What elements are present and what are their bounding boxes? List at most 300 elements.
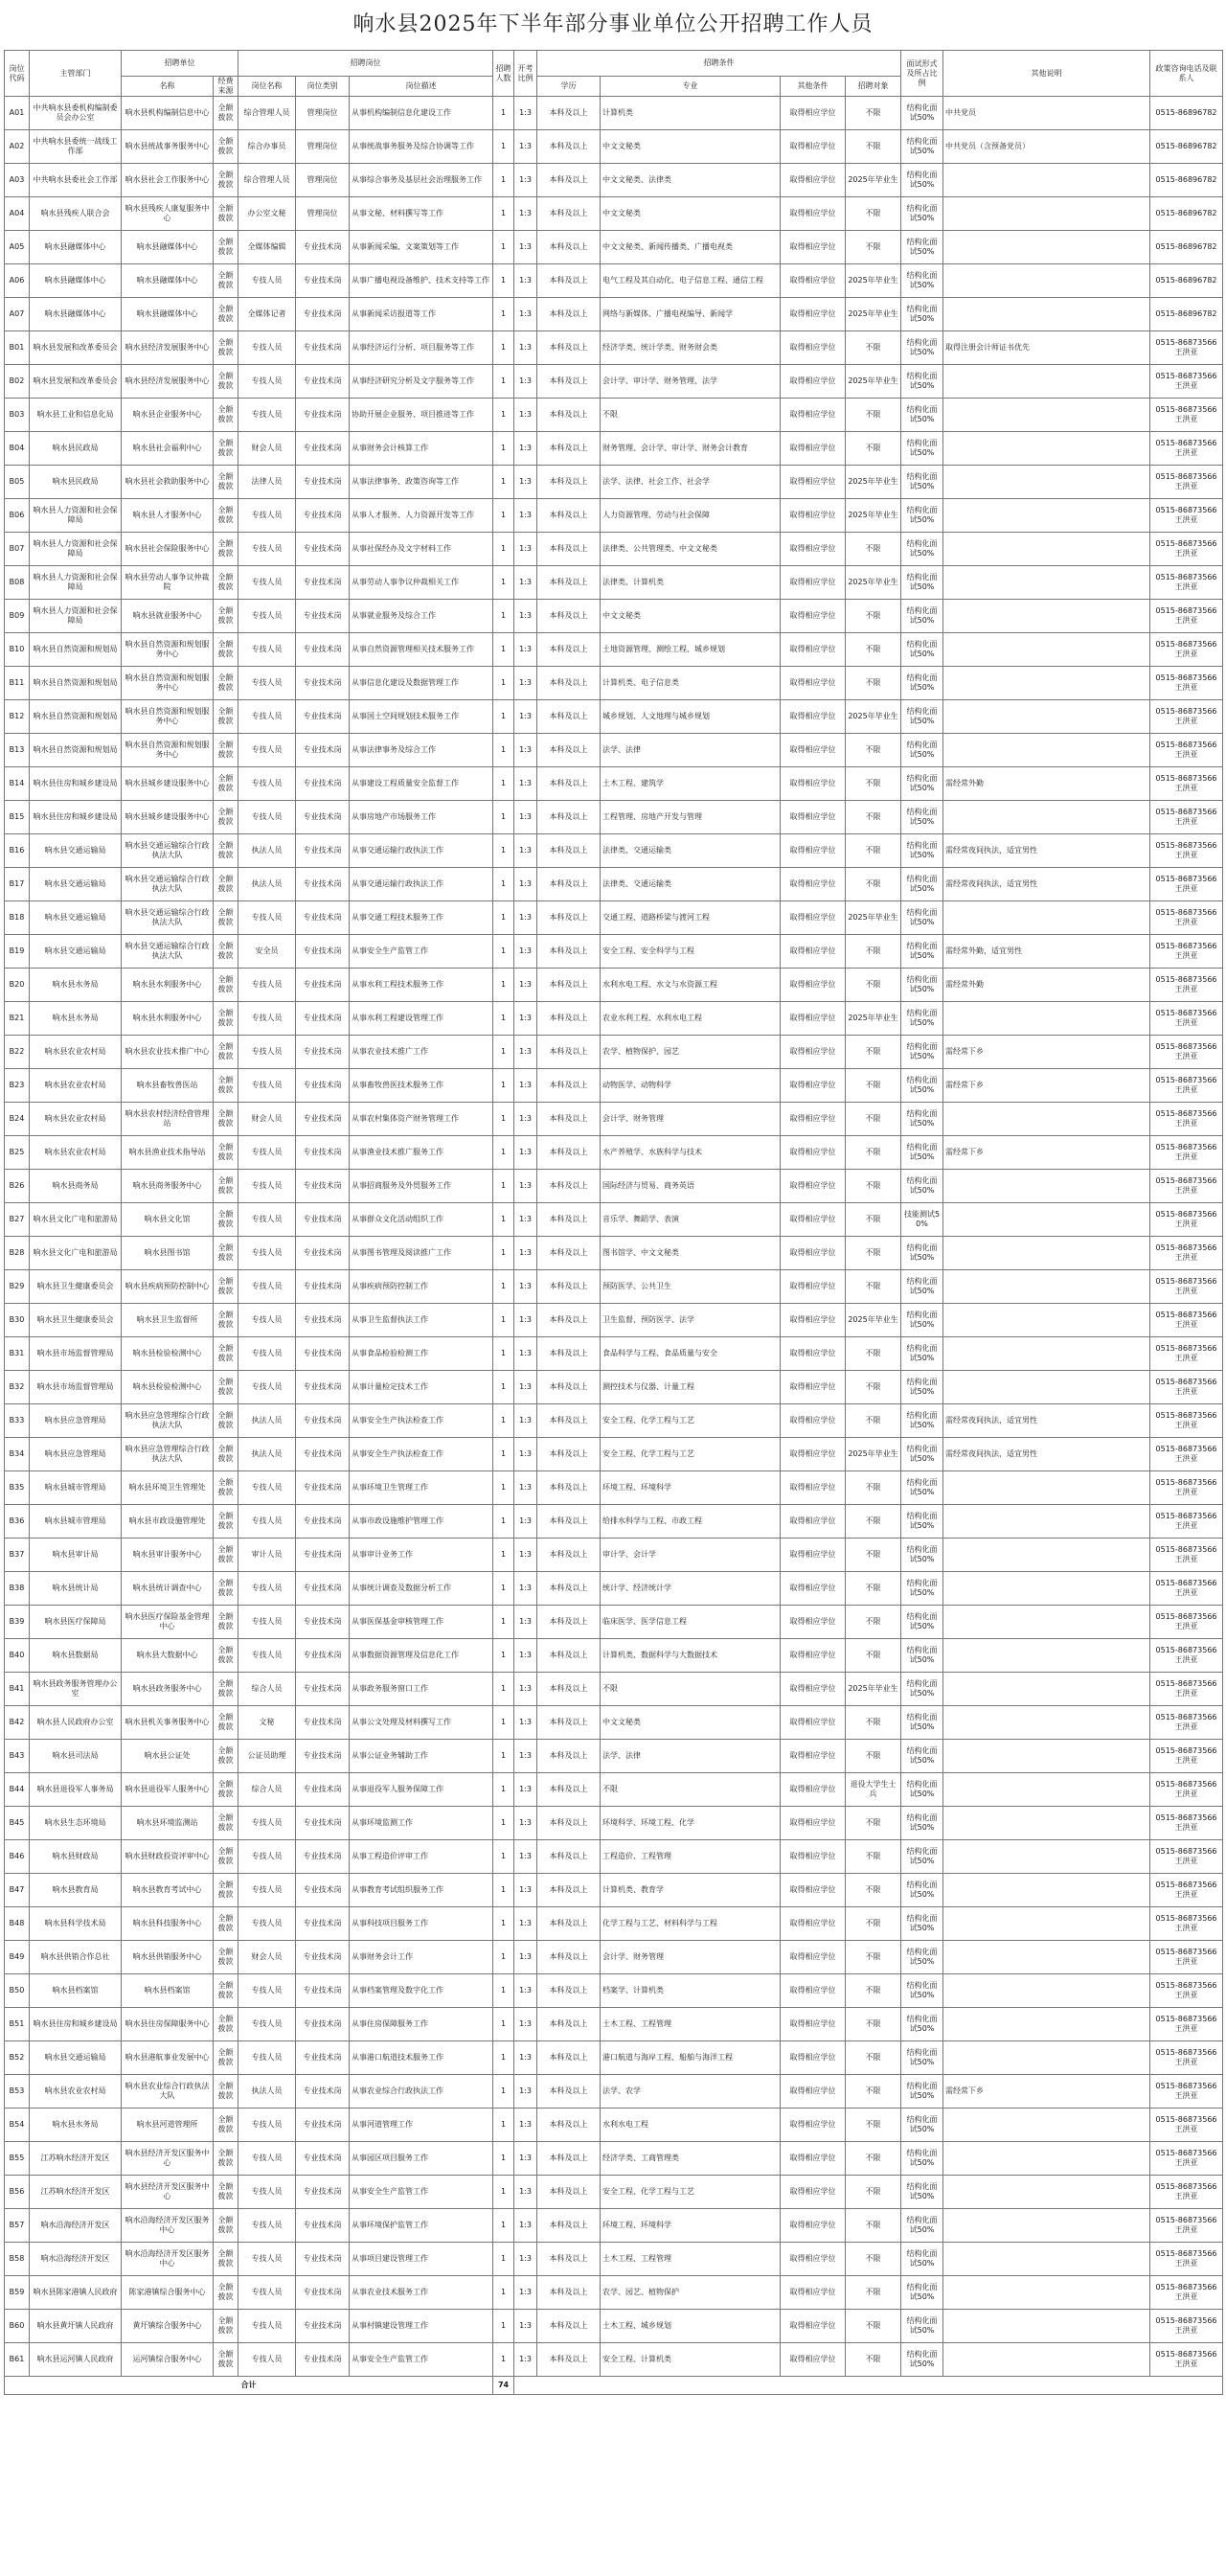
cell-post: 专技人员 [238,2209,296,2243]
table-row [5,2109,1223,2142]
cell-desc: 从事工程造价评审工作 [350,1840,493,1874]
cell-post: 专技人员 [238,264,296,298]
cell-num: 1 [493,2243,514,2276]
cell-notes [943,2343,1150,2377]
cell-ptype: 专业技术岗 [296,2109,350,2142]
cell-code: B43 [5,1740,30,1773]
cell-desc: 从事项目建设管理工作 [350,2243,493,2276]
cell-other: 取得相应学位 [781,1237,846,1270]
cell-exam: 结构化面试50% [901,164,943,197]
cell-dept: 响水县商务局 [30,1170,122,1203]
cell-desc: 从事住房保障服务工作 [350,2008,493,2041]
cell-contact: 0515-86873566 王洪亚 [1150,1639,1223,1673]
cell-contact: 0515-86873566 王洪亚 [1150,1136,1223,1170]
cell-notes: 需经常下乡 [943,1136,1150,1170]
total-row [5,2377,1223,2395]
cell-num: 1 [493,1773,514,1807]
cell-code: B40 [5,1639,30,1673]
cell-ratio: 1:3 [514,1874,537,1907]
cell-unit: 响水县卫生监督所 [122,1304,214,1337]
cell-post: 专技人员 [238,1840,296,1874]
cell-ratio: 1:3 [514,1572,537,1606]
cell-target: 不限 [846,1941,901,1974]
cell-target: 不限 [846,734,901,767]
cell-exam: 结构化面试50% [901,1639,943,1673]
header-num: 招聘人数 [493,51,514,97]
cell-major: 法学、法律 [601,734,781,767]
table-row [5,801,1223,834]
cell-target: 不限 [846,1337,901,1371]
cell-major: 土地资源管理、测绘工程、城乡规划 [601,633,781,667]
cell-ratio: 1:3 [514,1404,537,1438]
cell-target: 不限 [846,1371,901,1404]
cell-major: 统计学、经济统计学 [601,1572,781,1606]
cell-num: 1 [493,197,514,231]
cell-num: 1 [493,1337,514,1371]
cell-code: B48 [5,1907,30,1941]
cell-unit: 响水县渔业技术指导站 [122,1136,214,1170]
cell-code: B25 [5,1136,30,1170]
cell-other: 取得相应学位 [781,667,846,700]
table-row [5,1907,1223,1941]
cell-ratio: 1:3 [514,600,537,633]
cell-target: 2025年毕业生 [846,566,901,600]
cell-num: 1 [493,1270,514,1304]
cell-desc: 从事园区项目服务工作 [350,2142,493,2176]
cell-dept: 响水县水务局 [30,1002,122,1036]
cell-num: 1 [493,801,514,834]
cell-num: 1 [493,2176,514,2209]
cell-post: 专技人员 [238,2142,296,2176]
cell-ratio: 1:3 [514,2176,537,2209]
cell-fund: 全额拨款 [214,2041,238,2075]
cell-other: 取得相应学位 [781,801,846,834]
table-row [5,566,1223,600]
cell-fund: 全额拨款 [214,432,238,466]
cell-exam: 结构化面试50% [901,1974,943,2008]
cell-unit: 响水县供销服务中心 [122,1941,214,1974]
cell-edu: 本科及以上 [537,2075,601,2109]
cell-dept: 响水县生态环境局 [30,1807,122,1840]
cell-contact: 0515-86873566 王洪亚 [1150,734,1223,767]
cell-code: B51 [5,2008,30,2041]
cell-code: B45 [5,1807,30,1840]
cell-major: 会计学、审计学、财务管理、法学 [601,365,781,399]
cell-fund: 全额拨款 [214,2243,238,2276]
cell-target: 不限 [846,868,901,901]
cell-contact: 0515-86873566 王洪亚 [1150,499,1223,533]
cell-num: 1 [493,566,514,600]
cell-edu: 本科及以上 [537,1673,601,1706]
cell-post: 执法人员 [238,1404,296,1438]
cell-other: 取得相应学位 [781,1773,846,1807]
cell-notes [943,231,1150,264]
cell-desc: 从事交通运输行政执法工作 [350,868,493,901]
cell-post: 综合管理人员 [238,164,296,197]
cell-target: 不限 [846,1136,901,1170]
cell-code: B22 [5,1036,30,1069]
cell-other: 取得相应学位 [781,1404,846,1438]
cell-major: 中文文秘类、法律类 [601,164,781,197]
cell-exam: 结构化面试50% [901,1740,943,1773]
cell-other: 取得相应学位 [781,1337,846,1371]
cell-post: 专技人员 [238,901,296,935]
cell-major: 水产养殖学、水族科学与技术 [601,1136,781,1170]
table-row [5,734,1223,767]
cell-target: 不限 [846,1103,901,1136]
cell-other: 取得相应学位 [781,2343,846,2377]
cell-desc: 从事经济运行分析、项目服务等工作 [350,331,493,365]
cell-contact: 0515-86873566 王洪亚 [1150,2142,1223,2176]
cell-num: 1 [493,1874,514,1907]
cell-unit: 响水县档案馆 [122,1974,214,2008]
cell-desc: 从事文秘、材料撰写等工作 [350,197,493,231]
cell-dept: 江苏响水经济开发区 [30,2176,122,2209]
cell-notes [943,901,1150,935]
cell-num: 1 [493,969,514,1002]
cell-target: 不限 [846,2310,901,2343]
cell-ptype: 专业技术岗 [296,365,350,399]
cell-other: 取得相应学位 [781,1203,846,1237]
cell-edu: 本科及以上 [537,365,601,399]
cell-post: 专技人员 [238,365,296,399]
cell-dept: 响水县市场监督管理局 [30,1337,122,1371]
cell-target: 不限 [846,1572,901,1606]
cell-contact: 0515-86873566 王洪亚 [1150,533,1223,566]
cell-target: 2025年毕业生 [846,700,901,734]
cell-notes: 需经常下乡 [943,1036,1150,1069]
cell-fund: 全额拨款 [214,1807,238,1840]
cell-fund: 全额拨款 [214,1304,238,1337]
cell-desc: 从事统战事务服务及综合协调等工作 [350,130,493,164]
cell-exam: 结构化面试50% [901,1404,943,1438]
cell-contact: 0515-86896782 [1150,231,1223,264]
cell-fund: 全额拨款 [214,466,238,499]
cell-other: 取得相应学位 [781,1036,846,1069]
cell-edu: 本科及以上 [537,566,601,600]
cell-code: B55 [5,2142,30,2176]
cell-major: 土木工程、工程管理 [601,2008,781,2041]
cell-num: 1 [493,1438,514,1471]
cell-fund: 全额拨款 [214,868,238,901]
cell-exam: 结构化面试50% [901,1572,943,1606]
cell-desc: 从事建设工程质量安全监督工作 [350,767,493,801]
cell-other: 取得相应学位 [781,1103,846,1136]
cell-desc: 从事公证业务辅助工作 [350,1740,493,1773]
cell-unit: 响水县大数据中心 [122,1639,214,1673]
cell-desc: 从事公文处理及材料撰写工作 [350,1706,493,1740]
cell-exam: 结构化面试50% [901,1069,943,1103]
cell-ptype: 专业技术岗 [296,1270,350,1304]
cell-edu: 本科及以上 [537,633,601,667]
cell-notes: 中共党员 [943,97,1150,130]
cell-unit: 响水县自然资源和规划服务中心 [122,667,214,700]
cell-fund: 全额拨款 [214,969,238,1002]
cell-exam: 结构化面试50% [901,499,943,533]
cell-dept: 响水县卫生健康委员会 [30,1304,122,1337]
cell-edu: 本科及以上 [537,1840,601,1874]
cell-notes [943,600,1150,633]
cell-other: 取得相应学位 [781,1840,846,1874]
cell-code: B29 [5,1270,30,1304]
cell-other: 取得相应学位 [781,1304,846,1337]
cell-post: 专技人员 [238,2109,296,2142]
cell-unit: 响水县检验检测中心 [122,1371,214,1404]
cell-code: B13 [5,734,30,767]
cell-ratio: 1:3 [514,1304,537,1337]
cell-fund: 全额拨款 [214,1237,238,1270]
cell-fund: 全额拨款 [214,164,238,197]
cell-post: 专技人员 [238,1974,296,2008]
cell-contact: 0515-86873566 王洪亚 [1150,1974,1223,2008]
cell-exam: 结构化面试50% [901,331,943,365]
table-row [5,700,1223,734]
cell-ptype: 专业技术岗 [296,1740,350,1773]
cell-contact: 0515-86873566 王洪亚 [1150,1237,1223,1270]
cell-ptype: 专业技术岗 [296,1471,350,1505]
cell-post: 专技人员 [238,499,296,533]
cell-unit: 响水县人才服务中心 [122,499,214,533]
cell-code: B39 [5,1606,30,1639]
cell-notes [943,1706,1150,1740]
header-target: 招聘对象 [846,77,901,97]
cell-other: 取得相应学位 [781,1740,846,1773]
table-row [5,499,1223,533]
cell-other: 取得相应学位 [781,969,846,1002]
cell-major: 经济学类、工商管理类 [601,2142,781,2176]
cell-ratio: 1:3 [514,2310,537,2343]
cell-notes: 需经常夜间执法，适宜男性 [943,1438,1150,1471]
cell-ratio: 1:3 [514,533,537,566]
cell-other: 取得相应学位 [781,1807,846,1840]
cell-target: 不限 [846,1404,901,1438]
cell-post: 专技人员 [238,1203,296,1237]
cell-ratio: 1:3 [514,399,537,432]
cell-desc: 从事农业技术推广工作 [350,1036,493,1069]
cell-unit: 响水县财政投资评审中心 [122,1840,214,1874]
cell-edu: 本科及以上 [537,801,601,834]
cell-num: 1 [493,2209,514,2243]
cell-major: 经济学类、统计学类、财务财会类 [601,331,781,365]
cell-target: 不限 [846,1471,901,1505]
cell-notes: 需经常外勤 [943,767,1150,801]
cell-ptype: 专业技术岗 [296,935,350,969]
cell-dept: 响水县人力资源和社会保障局 [30,533,122,566]
cell-ratio: 1:3 [514,298,537,331]
table-row [5,1069,1223,1103]
cell-target: 不限 [846,767,901,801]
cell-exam: 结构化面试50% [901,1337,943,1371]
cell-major: 计算机类 [601,97,781,130]
cell-target: 2025年毕业生 [846,298,901,331]
cell-fund: 全额拨款 [214,1170,238,1203]
cell-code: A01 [5,97,30,130]
cell-edu: 本科及以上 [537,700,601,734]
cell-other: 取得相应学位 [781,734,846,767]
cell-exam: 结构化面试50% [901,365,943,399]
cell-post: 专技人员 [238,1907,296,1941]
cell-unit: 黄圩镇综合服务中心 [122,2310,214,2343]
table-row [5,1103,1223,1136]
cell-desc: 从事环境保护监管工作 [350,2209,493,2243]
cell-dept: 响水县卫生健康委员会 [30,1270,122,1304]
table-row [5,1203,1223,1237]
cell-target: 不限 [846,1036,901,1069]
cell-edu: 本科及以上 [537,533,601,566]
cell-unit: 响水县劳动人事争议仲裁院 [122,566,214,600]
cell-exam: 结构化面试50% [901,767,943,801]
cell-target: 不限 [846,1639,901,1673]
cell-major: 计算机类、电子信息类 [601,667,781,700]
cell-target: 2025年毕业生 [846,466,901,499]
cell-code: B09 [5,600,30,633]
cell-contact: 0515-86873566 王洪亚 [1150,2075,1223,2109]
cell-ratio: 1:3 [514,1371,537,1404]
cell-unit: 响水县经济开发区服务中心 [122,2142,214,2176]
cell-fund: 全额拨款 [214,2008,238,2041]
cell-post: 法律人员 [238,466,296,499]
cell-other: 取得相应学位 [781,600,846,633]
cell-post: 执法人员 [238,2075,296,2109]
cell-exam: 结构化面试50% [901,1136,943,1170]
header-ratio: 开考比例 [514,51,537,97]
cell-num: 1 [493,1740,514,1773]
cell-unit: 响水县疾病预防控制中心 [122,1270,214,1304]
cell-desc: 从事食品检验检测工作 [350,1337,493,1371]
cell-ratio: 1:3 [514,1974,537,2008]
header-post-type: 岗位类别 [296,77,350,97]
cell-major: 档案学、计算机类 [601,1974,781,2008]
cell-other: 取得相应学位 [781,935,846,969]
cell-ptype: 专业技术岗 [296,2041,350,2075]
cell-num: 1 [493,533,514,566]
cell-fund: 全额拨款 [214,399,238,432]
cell-num: 1 [493,1136,514,1170]
cell-ptype: 专业技术岗 [296,1103,350,1136]
cell-target: 不限 [846,2176,901,2209]
cell-target: 2025年毕业生 [846,365,901,399]
cell-major: 安全工程、化学工程与工艺 [601,1438,781,1471]
cell-contact: 0515-86873566 王洪亚 [1150,834,1223,868]
cell-ratio: 1:3 [514,1907,537,1941]
cell-unit: 运河镇综合服务中心 [122,2343,214,2377]
cell-notes [943,1337,1150,1371]
cell-exam: 结构化面试50% [901,1874,943,1907]
cell-desc: 从事安全生产监管工作 [350,935,493,969]
cell-fund: 全额拨款 [214,901,238,935]
cell-ptype: 专业技术岗 [296,1874,350,1907]
cell-post: 专技人员 [238,566,296,600]
cell-desc: 从事安全生产监管工作 [350,2176,493,2209]
cell-fund: 全额拨款 [214,1673,238,1706]
table-row [5,600,1223,633]
cell-target: 不限 [846,2243,901,2276]
cell-ratio: 1:3 [514,1673,537,1706]
cell-desc: 从事农村集体资产财务管理工作 [350,1103,493,1136]
cell-contact: 0515-86873566 王洪亚 [1150,700,1223,734]
cell-dept: 响水县融媒体中心 [30,231,122,264]
table-row [5,633,1223,667]
cell-ptype: 专业技术岗 [296,533,350,566]
cell-ratio: 1:3 [514,2041,537,2075]
cell-num: 1 [493,1069,514,1103]
cell-notes [943,499,1150,533]
cell-contact: 0515-86873566 王洪亚 [1150,1907,1223,1941]
cell-edu: 本科及以上 [537,1337,601,1371]
cell-code: B27 [5,1203,30,1237]
cell-fund: 全额拨款 [214,834,238,868]
cell-num: 1 [493,365,514,399]
cell-post: 专技人员 [238,633,296,667]
cell-exam: 结构化面试50% [901,2209,943,2243]
cell-edu: 本科及以上 [537,164,601,197]
cell-fund: 全额拨款 [214,1069,238,1103]
cell-major: 动物医学、动物科学 [601,1069,781,1103]
cell-target: 不限 [846,1740,901,1773]
cell-fund: 全额拨款 [214,1572,238,1606]
cell-ptype: 专业技术岗 [296,1170,350,1203]
cell-fund: 全额拨款 [214,97,238,130]
cell-post: 专技人员 [238,1304,296,1337]
cell-ratio: 1:3 [514,164,537,197]
cell-desc: 从事政务服务窗口工作 [350,1673,493,1706]
cell-fund: 全额拨款 [214,1639,238,1673]
cell-unit: 响水沿海经济开发区服务中心 [122,2209,214,2243]
cell-ptype: 专业技术岗 [296,1304,350,1337]
cell-other: 取得相应学位 [781,1639,846,1673]
cell-major: 土木工程、城乡规划 [601,2310,781,2343]
cell-major: 法律类、计算机类 [601,566,781,600]
table-row [5,164,1223,197]
cell-other: 取得相应学位 [781,1572,846,1606]
cell-code: B35 [5,1471,30,1505]
cell-dept: 响水县残疾人联合会 [30,197,122,231]
cell-ptype: 专业技术岗 [296,1941,350,1974]
cell-notes [943,801,1150,834]
cell-edu: 本科及以上 [537,2276,601,2310]
table-row [5,466,1223,499]
cell-contact: 0515-86873566 王洪亚 [1150,1069,1223,1103]
table-row [5,2276,1223,2310]
cell-fund: 全额拨款 [214,2310,238,2343]
cell-dept: 响水县人力资源和社会保障局 [30,499,122,533]
cell-contact: 0515-86896782 [1150,97,1223,130]
cell-fund: 全额拨款 [214,1471,238,1505]
cell-ratio: 1:3 [514,1136,537,1170]
cell-major: 工程造价、工程管理 [601,1840,781,1874]
cell-code: A02 [5,130,30,164]
cell-desc: 从事房地产市场服务工作 [350,801,493,834]
cell-code: B07 [5,533,30,566]
cell-post: 专技人员 [238,2310,296,2343]
table-row [5,667,1223,700]
cell-code: B31 [5,1337,30,1371]
cell-code: A07 [5,298,30,331]
cell-code: B23 [5,1069,30,1103]
cell-post: 财会人员 [238,1941,296,1974]
cell-unit: 响水县水利服务中心 [122,1002,214,1036]
cell-desc: 从事法律事务及综合工作 [350,734,493,767]
cell-ptype: 专业技术岗 [296,1773,350,1807]
cell-exam: 结构化面试50% [901,801,943,834]
cell-target: 不限 [846,432,901,466]
cell-edu: 本科及以上 [537,2008,601,2041]
cell-ratio: 1:3 [514,1639,537,1673]
cell-unit: 响水县退役军人服务中心 [122,1773,214,1807]
cell-edu: 本科及以上 [537,1606,601,1639]
cell-ratio: 1:3 [514,767,537,801]
cell-ptype: 专业技术岗 [296,2176,350,2209]
